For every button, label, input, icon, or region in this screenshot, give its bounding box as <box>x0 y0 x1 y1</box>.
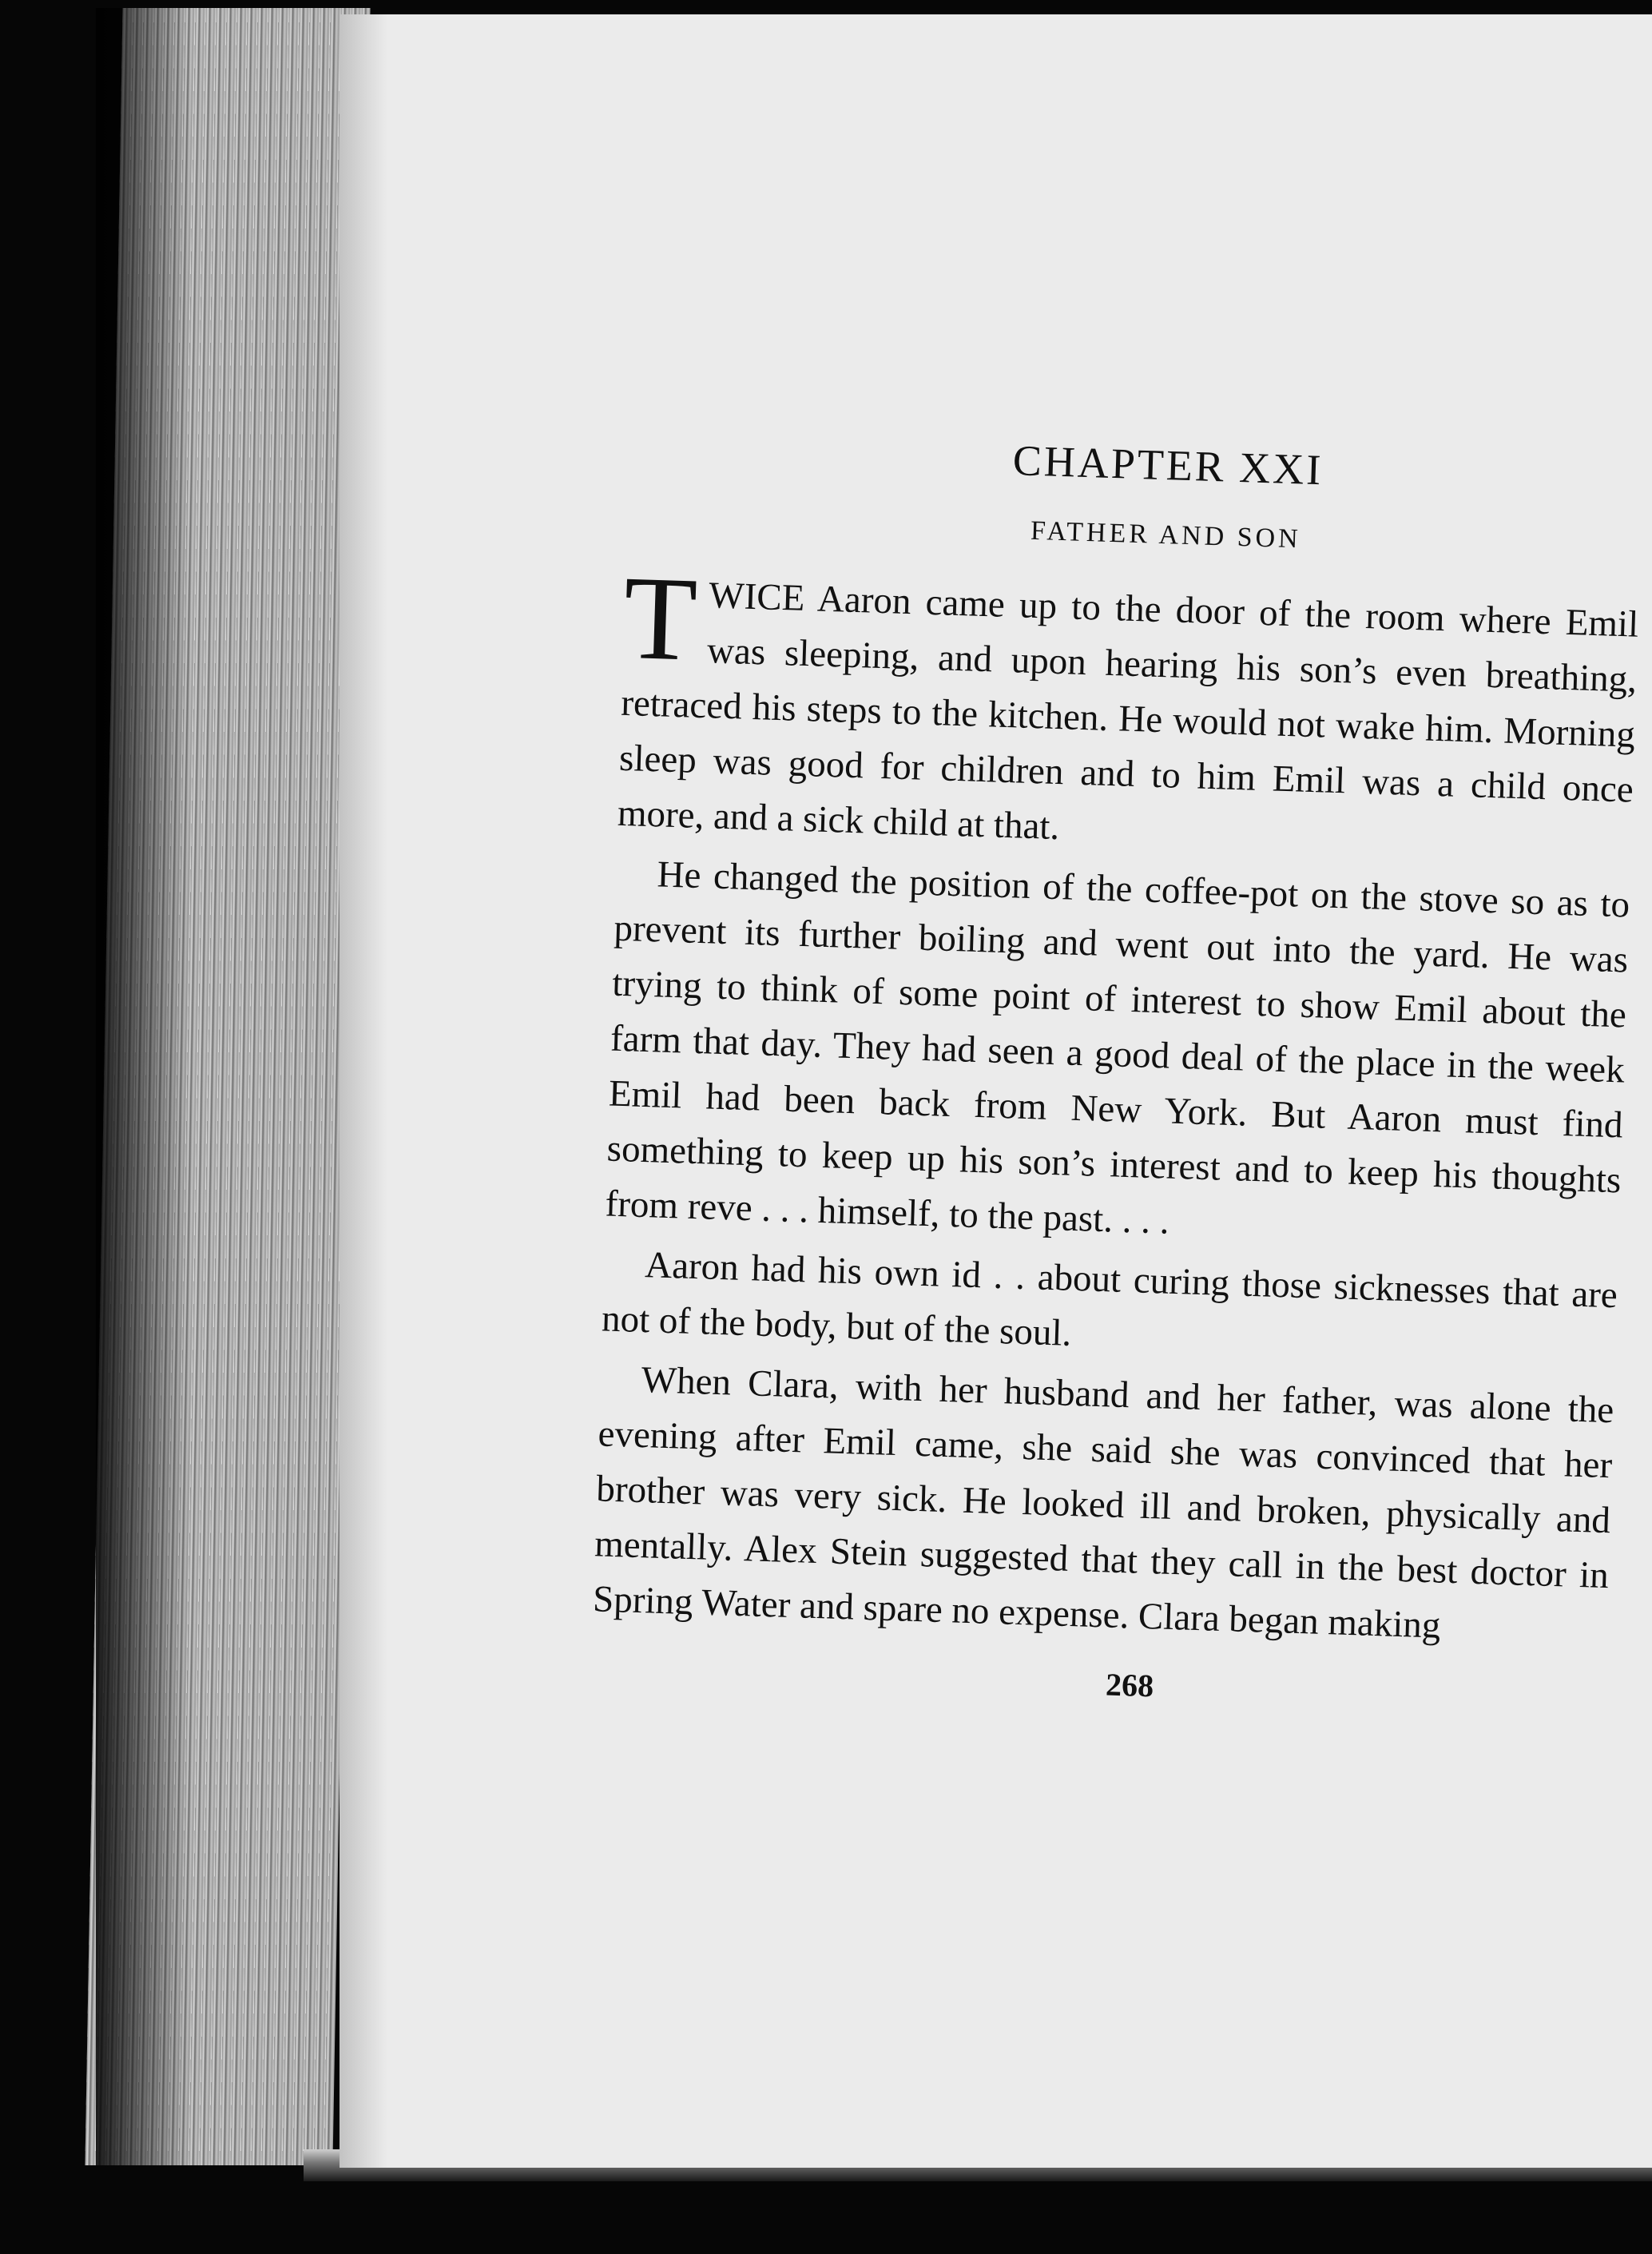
page-edges-shadow <box>96 8 192 2165</box>
paragraph-1-text: WICE Aaron came up to the door of the room where Emil was sleeping, and upon hearing his son’s even breathing, retraced his steps to the kitchen. He would not wake him. Morning sleep was good for children and to him Emil was a child once more, and a sick child at that. <box>617 574 1639 849</box>
paragraph-2: He changed the position of the coffee-pot on the stove so as to prevent its further boiling and went out into the yard. He was trying to think of some point of interest to show Emil about the farm that day. They had seen a good deal of the place in the week Emil had been back from New York. But Aaron must find something to keep up his son’s interest and to keep his thoughts from reve . . . himself, to the past. . . . <box>604 853 1630 1242</box>
page-number: 268 <box>1105 1666 1154 1704</box>
drop-cap: T <box>621 551 699 686</box>
paragraph-3: Aaron had his own id . . about curing those sicknesses that are not of the body, but of the soul. <box>601 1244 1618 1354</box>
chapter-subtitle: FATHER AND SON <box>1030 515 1302 555</box>
page-text-block <box>590 384 1646 1719</box>
chapter-title: CHAPTER XXI <box>1012 436 1324 495</box>
page-gutter <box>340 14 387 2168</box>
paragraph-1 <box>617 551 1639 873</box>
paragraph-4: When Clara, with her husband and her father, was alone the evening after Emil came, she said she was convinced that her brother was very sick. He looked ill and broken, physically and mentally. Alex Stein suggested that they call in the best doctor in Spring Water and spare no expense. Clara began making <box>592 1359 1615 1647</box>
